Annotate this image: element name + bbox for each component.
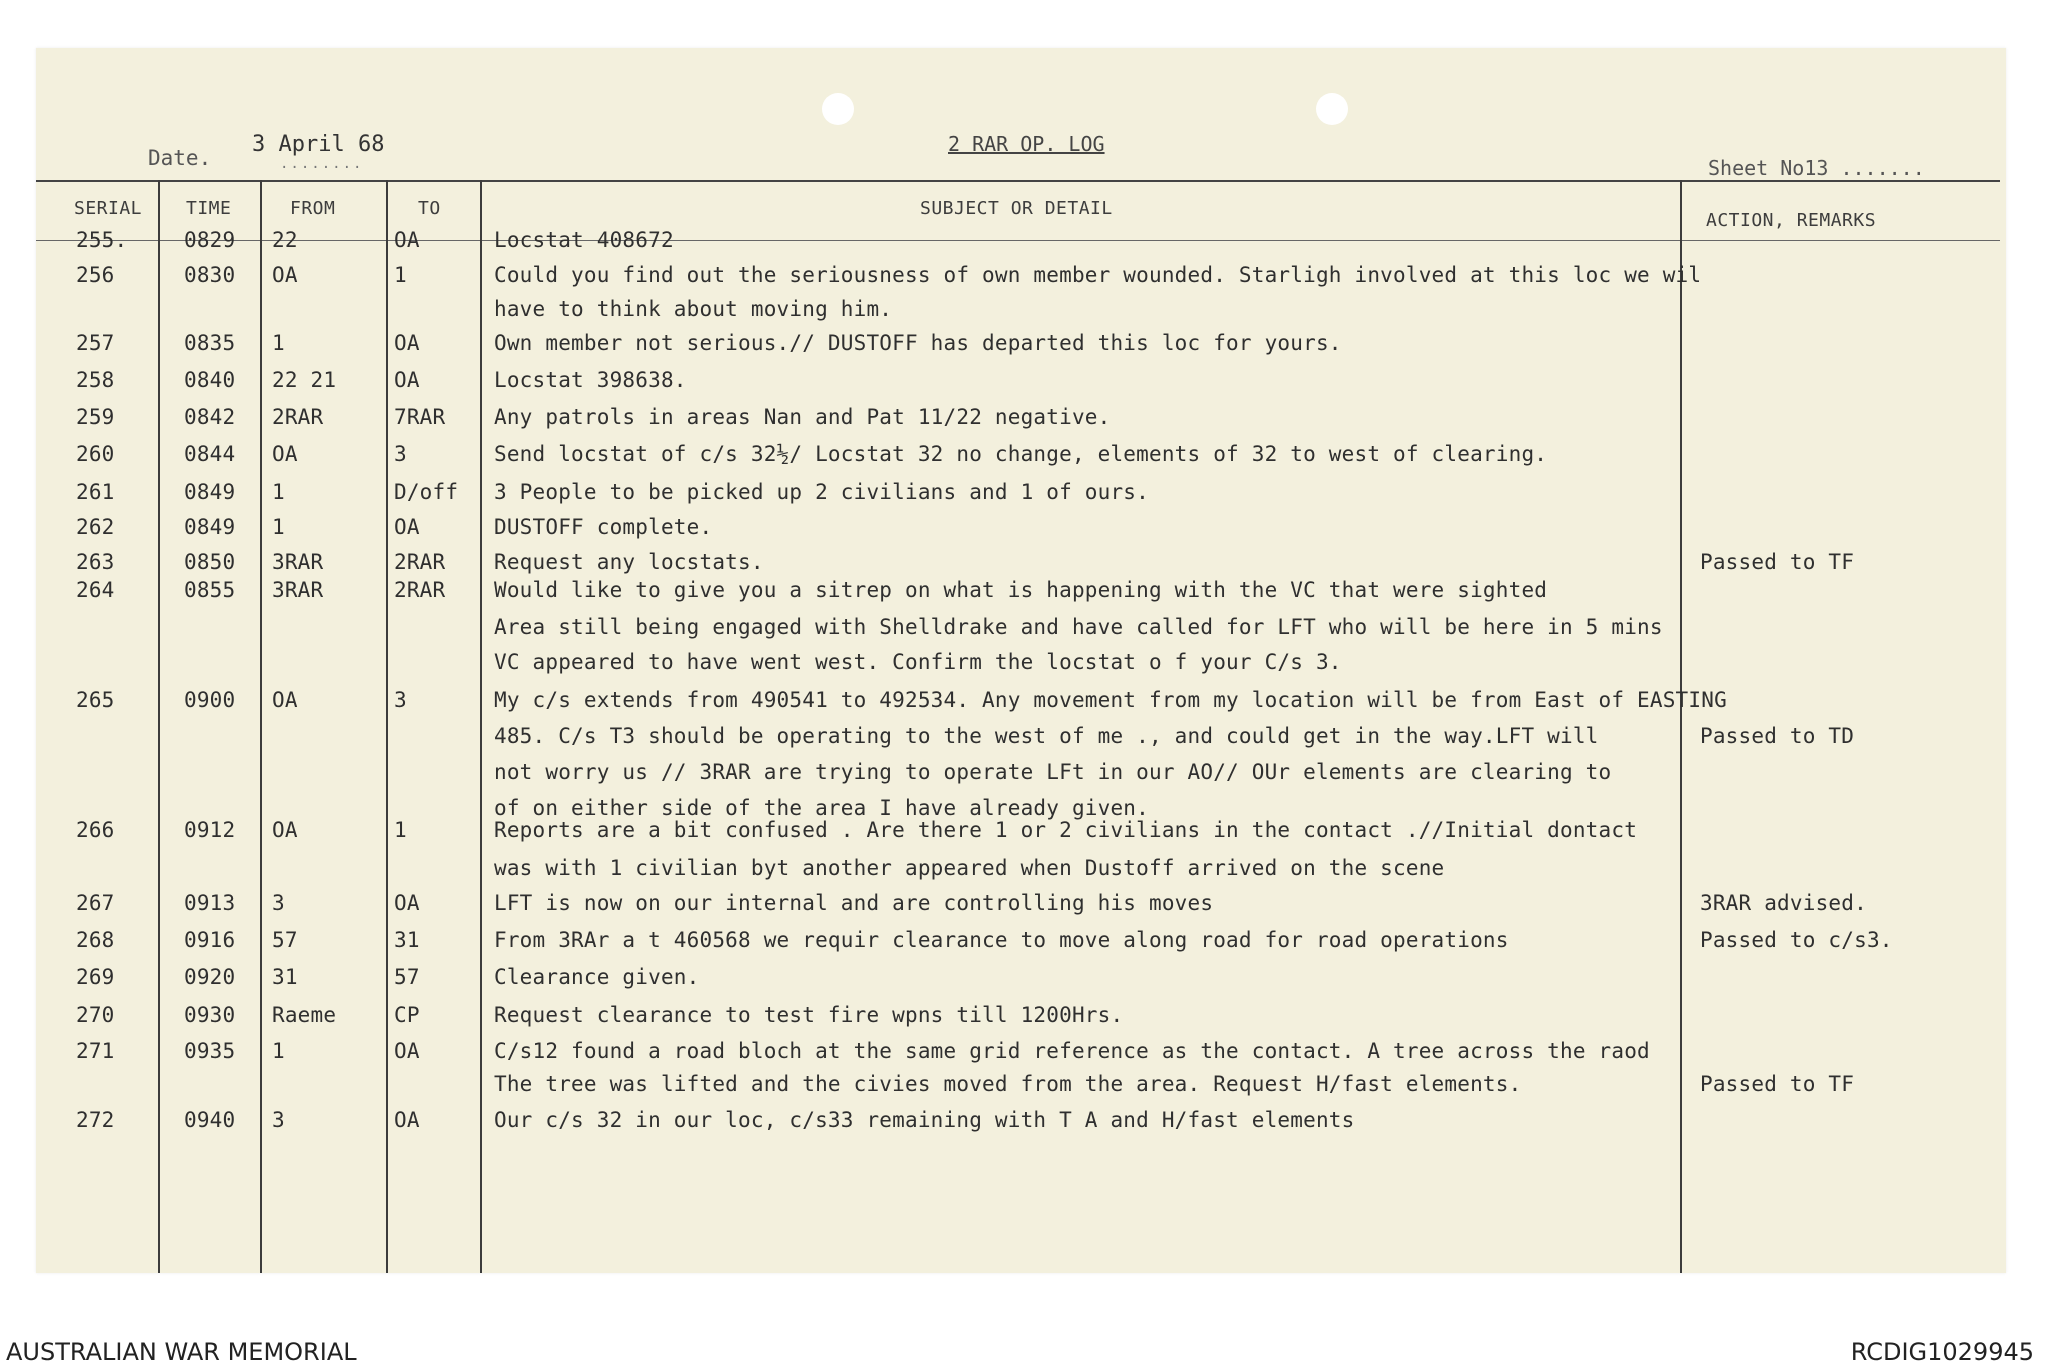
subject-cell: Our c/s 32 in our loc, c/s33 remaining with T A and H/fast elements xyxy=(494,1108,1355,1132)
serial-cell: 257 xyxy=(76,331,115,355)
subject-cell: not worry us // 3RAR are trying to operate LFt in our AO// OUr elements are clearing to xyxy=(494,760,1612,784)
to-cell: 1 xyxy=(394,263,407,287)
to-cell: OA xyxy=(394,1108,420,1132)
to-cell: OA xyxy=(394,228,420,252)
col-header-to: TO xyxy=(418,198,441,219)
serial-cell: 255. xyxy=(76,228,128,252)
table-row xyxy=(36,965,2000,995)
subject-cell: DUSTOFF complete. xyxy=(494,515,713,539)
subject-cell: My c/s extends from 490541 to 492534. Any movement from my location will be from East of EASTING xyxy=(494,688,1727,712)
time-cell: 0920 xyxy=(184,965,236,989)
table-row xyxy=(36,331,2000,361)
serial-cell: 263 xyxy=(76,550,115,574)
table-row xyxy=(36,515,2000,545)
log-sheet xyxy=(36,48,2006,1273)
time-cell: 0829 xyxy=(184,228,236,252)
subject-cell: LFT is now on our internal and are controlling his moves xyxy=(494,891,1214,915)
from-cell: OA xyxy=(272,442,298,466)
serial-cell: 260 xyxy=(76,442,115,466)
time-cell: 0900 xyxy=(184,688,236,712)
time-cell: 0913 xyxy=(184,891,236,915)
subject-cell: The tree was lifted and the civies moved from the area. Request H/fast elements. xyxy=(494,1072,1522,1096)
to-cell: OA xyxy=(394,515,420,539)
col-header-remarks: ACTION, REMARKS xyxy=(1706,210,1877,231)
punch-hole xyxy=(1316,93,1348,125)
serial-cell: 271 xyxy=(76,1039,115,1063)
table-row xyxy=(36,724,2000,754)
remarks-cell: 3RAR advised. xyxy=(1700,891,1867,915)
table-row xyxy=(36,578,2000,608)
serial-cell: 269 xyxy=(76,965,115,989)
remarks-cell: Passed to TF xyxy=(1700,1072,1855,1096)
to-cell: 3 xyxy=(394,688,407,712)
to-cell: 7RAR xyxy=(394,405,446,429)
from-cell: 1 xyxy=(272,515,285,539)
subject-cell: of on either side of the area I have already given. xyxy=(494,796,1149,820)
footer-record-id: RCDIG1029945 xyxy=(1850,1338,2034,1366)
remarks-cell: Passed to TF xyxy=(1700,550,1855,574)
from-cell: 3 xyxy=(272,1108,285,1132)
table-row xyxy=(36,688,2000,718)
serial-cell: 262 xyxy=(76,515,115,539)
subject-cell: Locstat 398638. xyxy=(494,368,687,392)
subject-cell: Area still being engaged with Shelldrake and have called for LFT who will be here in 5 mins xyxy=(494,615,1663,639)
subject-cell: Request any locstats. xyxy=(494,550,764,574)
from-cell: 57 xyxy=(272,928,298,952)
time-cell: 0850 xyxy=(184,550,236,574)
to-cell: 2RAR xyxy=(394,550,446,574)
time-cell: 0935 xyxy=(184,1039,236,1063)
from-cell: 2RAR xyxy=(272,405,324,429)
to-cell: CP xyxy=(394,1003,420,1027)
footer-archive-name: AUSTRALIAN WAR MEMORIAL xyxy=(6,1338,357,1366)
serial-cell: 261 xyxy=(76,480,115,504)
table-row xyxy=(36,405,2000,435)
table-row xyxy=(36,1108,2000,1138)
col-header-from: FROM xyxy=(290,198,336,219)
from-cell: Raeme xyxy=(272,1003,337,1027)
from-cell: 3RAR xyxy=(272,578,324,602)
time-cell: 0842 xyxy=(184,405,236,429)
serial-cell: 259 xyxy=(76,405,115,429)
col-header-time: TIME xyxy=(186,198,232,219)
subject-cell: Request clearance to test fire wpns till 1200Hrs. xyxy=(494,1003,1124,1027)
from-cell: OA xyxy=(272,818,298,842)
from-cell: 3RAR xyxy=(272,550,324,574)
from-cell: OA xyxy=(272,263,298,287)
col-header-serial: SERIAL xyxy=(74,198,143,219)
serial-cell: 272 xyxy=(76,1108,115,1132)
table-row xyxy=(36,228,2000,258)
serial-cell: 267 xyxy=(76,891,115,915)
remarks-cell: Passed to c/s3. xyxy=(1700,928,1893,952)
date-dots: ........ xyxy=(280,156,364,172)
table-row xyxy=(36,297,2000,327)
from-cell: 3 xyxy=(272,891,285,915)
table-row xyxy=(36,818,2000,848)
time-cell: 0840 xyxy=(184,368,236,392)
serial-cell: 258 xyxy=(76,368,115,392)
serial-cell: 266 xyxy=(76,818,115,842)
subject-cell: From 3RAr a t 460568 we requir clearance to move along road for road operations xyxy=(494,928,1509,952)
time-cell: 0830 xyxy=(184,263,236,287)
date-value: 3 April 68 xyxy=(252,132,385,157)
from-cell: 31 xyxy=(272,965,298,989)
subject-cell: Reports are a bit confused . Are there 1 or 2 civilians in the contact .//Initial dontact xyxy=(494,818,1638,842)
table-row xyxy=(36,1039,2000,1069)
subject-cell: have to think about moving him. xyxy=(494,297,893,321)
time-cell: 0930 xyxy=(184,1003,236,1027)
time-cell: 0916 xyxy=(184,928,236,952)
serial-cell: 270 xyxy=(76,1003,115,1027)
time-cell: 0849 xyxy=(184,480,236,504)
to-cell: 57 xyxy=(394,965,420,989)
time-cell: 0844 xyxy=(184,442,236,466)
date-label: Date. xyxy=(148,146,212,170)
table-row xyxy=(36,1003,2000,1033)
serial-cell: 268 xyxy=(76,928,115,952)
to-cell: OA xyxy=(394,891,420,915)
to-cell: OA xyxy=(394,368,420,392)
time-cell: 0940 xyxy=(184,1108,236,1132)
to-cell: 1 xyxy=(394,818,407,842)
to-cell: OA xyxy=(394,1039,420,1063)
punch-hole xyxy=(822,93,854,125)
table-row xyxy=(36,615,2000,645)
to-cell: 31 xyxy=(394,928,420,952)
subject-cell: Any patrols in areas Nan and Pat 11/22 negative. xyxy=(494,405,1111,429)
subject-cell: was with 1 civilian byt another appeared when Dustoff arrived on the scene xyxy=(494,856,1445,880)
to-cell: D/off xyxy=(394,480,459,504)
from-cell: OA xyxy=(272,688,298,712)
subject-cell: Would like to give you a sitrep on what is happening with the VC that were sighted xyxy=(494,578,1548,602)
to-cell: 3 xyxy=(394,442,407,466)
from-cell: 22 21 xyxy=(272,368,337,392)
col-header-subject: SUBJECT OR DETAIL xyxy=(920,198,1113,219)
table-row xyxy=(36,928,2000,958)
table-row xyxy=(36,550,2000,580)
serial-cell: 264 xyxy=(76,578,115,602)
subject-cell: Send locstat of c/s 32½/ Locstat 32 no change, elements of 32 to west of clearing. xyxy=(494,442,1548,466)
table-row xyxy=(36,263,2000,293)
table-row xyxy=(36,891,2000,921)
subject-cell: Clearance given. xyxy=(494,965,700,989)
subject-cell: Could you find out the seriousness of own member wounded. Starligh involved at this loc we wil xyxy=(494,263,1702,287)
subject-cell: VC appeared to have went west. Confirm the locstat o f your C/s 3. xyxy=(494,650,1342,674)
table-row xyxy=(36,442,2000,472)
time-cell: 0855 xyxy=(184,578,236,602)
to-cell: OA xyxy=(394,331,420,355)
subject-cell: 3 People to be picked up 2 civilians and 1 of ours. xyxy=(494,480,1149,504)
sheet-number: Sheet No13 ....... xyxy=(1708,156,1925,180)
serial-cell: 265 xyxy=(76,688,115,712)
table-row xyxy=(36,1072,2000,1102)
subject-cell: C/s12 found a road bloch at the same grid reference as the contact. A tree across the raod xyxy=(494,1039,1650,1063)
subject-cell: 485. C/s T3 should be operating to the west of me ., and could get in the way.LFT will xyxy=(494,724,1599,748)
time-cell: 0835 xyxy=(184,331,236,355)
time-cell: 0912 xyxy=(184,818,236,842)
from-cell: 1 xyxy=(272,331,285,355)
table-top-rule xyxy=(36,180,2000,182)
time-cell: 0849 xyxy=(184,515,236,539)
from-cell: 1 xyxy=(272,1039,285,1063)
subject-cell: Locstat 408672 xyxy=(494,228,674,252)
subject-cell: Own member not serious.// DUSTOFF has departed this loc for yours. xyxy=(494,331,1342,355)
to-cell: 2RAR xyxy=(394,578,446,602)
table-row xyxy=(36,480,2000,510)
table-row xyxy=(36,760,2000,790)
remarks-cell: Passed to TD xyxy=(1700,724,1855,748)
from-cell: 22 xyxy=(272,228,298,252)
table-row xyxy=(36,650,2000,680)
table-row xyxy=(36,368,2000,398)
from-cell: 1 xyxy=(272,480,285,504)
table-row xyxy=(36,856,2000,886)
page-title: 2 RAR OP. LOG xyxy=(948,132,1105,156)
serial-cell: 256 xyxy=(76,263,115,287)
